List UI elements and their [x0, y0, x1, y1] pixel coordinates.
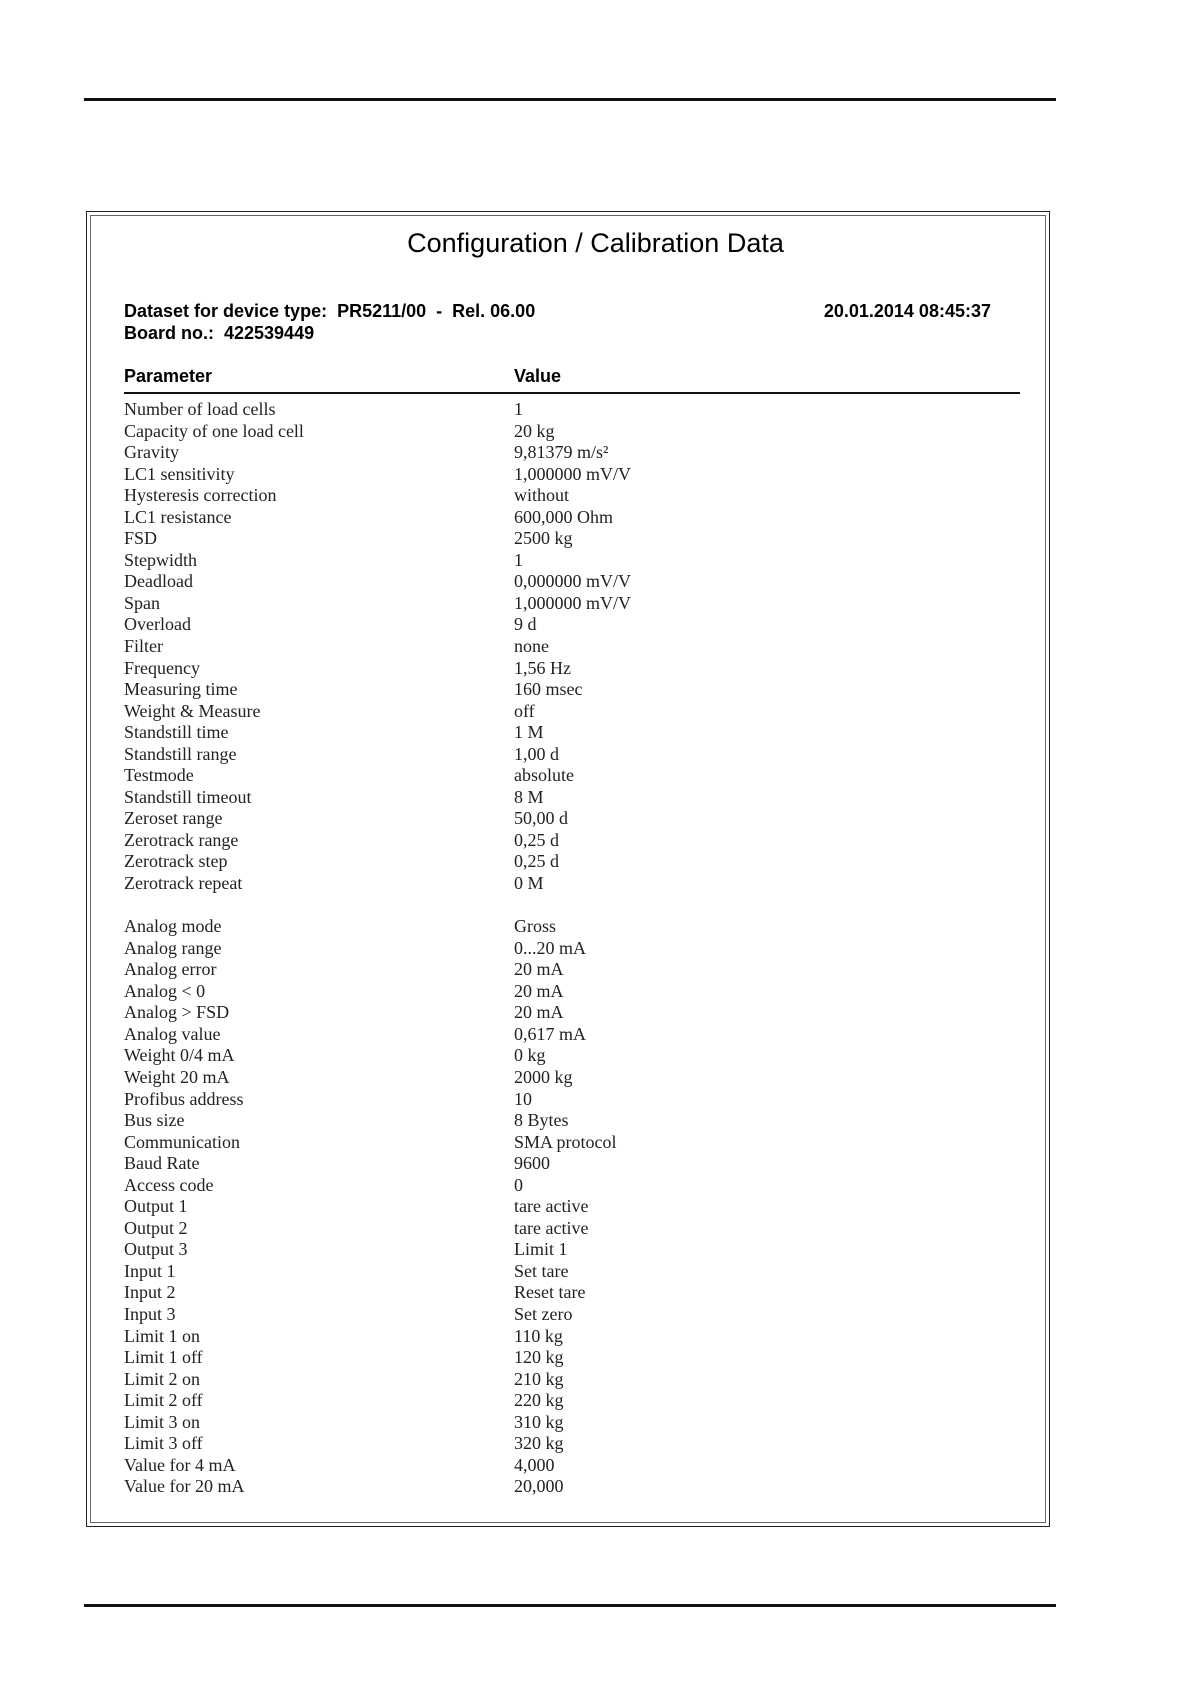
- parameter-name: Testmode: [124, 765, 194, 786]
- parameter-name: Deadload: [124, 571, 193, 592]
- top-rule: [84, 98, 1056, 101]
- table-row: [124, 1455, 1004, 1477]
- parameter-value: 1: [514, 399, 523, 419]
- table-row: [124, 1304, 1004, 1326]
- parameter-name: Weight 0/4 mA: [124, 1045, 235, 1066]
- parameter-name: Value for 4 mA: [124, 1454, 236, 1475]
- table-row: [124, 787, 1004, 809]
- parameter-name: Limit 1 off: [124, 1347, 203, 1368]
- table-row: [124, 1196, 1004, 1218]
- table-row: [124, 1282, 1004, 1304]
- parameter-name: Stepwidth: [124, 549, 198, 570]
- table-row: [124, 1433, 1004, 1455]
- parameter-name: Analog value: [124, 1023, 221, 1044]
- table-row: [124, 701, 1004, 723]
- page-title: Configuration / Calibration Data: [407, 228, 784, 258]
- table-row: [124, 1412, 1004, 1434]
- parameter-value: 50,00 d: [514, 808, 568, 829]
- table-row: [124, 1045, 1004, 1067]
- parameter-name: Analog range: [124, 937, 222, 958]
- parameter-value: Gross: [514, 916, 557, 937]
- parameter-name: FSD: [124, 528, 158, 549]
- parameter-value: 110 kg: [514, 1325, 563, 1346]
- table-row: [124, 442, 1004, 464]
- parameter-name: Zerotrack step: [124, 851, 228, 872]
- parameter-value: without: [514, 485, 570, 506]
- table-row: [124, 851, 1004, 873]
- table-row: [124, 1132, 1004, 1154]
- parameter-value: 0...20 mA: [514, 937, 586, 958]
- table-row: [124, 1326, 1004, 1348]
- parameter-value: 20 kg: [514, 420, 555, 441]
- parameter-value: 0,25 d: [514, 851, 559, 872]
- parameter-value: 120 kg: [514, 1347, 564, 1368]
- parameter-value: 0,617 mA: [514, 1023, 586, 1044]
- parameter-name: Span: [124, 592, 160, 613]
- parameter-name: Standstill timeout: [124, 786, 252, 807]
- parameter-value: 9,81379 m/s²: [514, 442, 609, 463]
- parameter-name: Limit 2 on: [124, 1368, 200, 1389]
- parameter-name: Filter: [124, 636, 163, 657]
- parameter-value: SMA protocol: [514, 1131, 617, 1152]
- parameter-table: [124, 399, 1004, 1498]
- parameter-value: 220 kg: [514, 1390, 564, 1411]
- parameter-name: Standstill time: [124, 722, 229, 743]
- table-row: [124, 1261, 1004, 1283]
- parameter-value: 1,000000 mV/V: [514, 592, 631, 613]
- parameter-name: Baud Rate: [124, 1153, 200, 1174]
- table-row: [124, 1153, 1004, 1175]
- parameter-value: Set zero: [514, 1303, 573, 1324]
- parameter-name: Weight 20 mA: [124, 1066, 230, 1087]
- table-row: [124, 571, 1004, 593]
- parameter-value: 20,000: [514, 1476, 564, 1497]
- parameter-value: Reset tare: [514, 1282, 586, 1303]
- parameter-name: LC1 sensitivity: [124, 463, 235, 484]
- bottom-rule: [84, 1604, 1056, 1607]
- table-row: [124, 1218, 1004, 1240]
- parameter-value: 600,000 Ohm: [514, 506, 613, 527]
- table-row: [124, 938, 1004, 960]
- parameter-value: off: [514, 700, 535, 721]
- parameter-value: 9 d: [514, 614, 537, 635]
- parameter-value: 0,000000 mV/V: [514, 571, 631, 592]
- table-row: [124, 1024, 1004, 1046]
- parameter-value: 310 kg: [514, 1411, 564, 1432]
- parameter-name: Limit 3 off: [124, 1433, 203, 1454]
- parameter-name: Input 1: [124, 1260, 176, 1281]
- parameter-name: Communication: [124, 1131, 240, 1152]
- parameter-name: Overload: [124, 614, 191, 635]
- parameter-value: Limit 1: [514, 1239, 568, 1260]
- parameter-value: absolute: [514, 765, 574, 786]
- table-row: [124, 1089, 1004, 1111]
- parameter-value: 1,00 d: [514, 743, 559, 764]
- parameter-name: Frequency: [124, 657, 200, 678]
- table-row: [124, 679, 1004, 701]
- parameter-value: 1: [514, 549, 523, 570]
- parameter-value: 20 mA: [514, 1002, 564, 1023]
- table-row: [124, 1476, 1004, 1498]
- table-row: [124, 399, 1004, 421]
- timestamp: 20.01.2014 08:45:37: [823, 301, 991, 321]
- table-row: [124, 830, 1004, 852]
- parameter-name: LC1 resistance: [124, 506, 232, 527]
- table-row: [124, 1002, 1004, 1024]
- parameter-name: Input 3: [124, 1303, 176, 1324]
- parameter-value: 1 M: [514, 722, 544, 743]
- table-row: [124, 528, 1004, 550]
- parameter-name: Zeroset range: [124, 808, 223, 829]
- parameter-value: Set tare: [514, 1260, 569, 1281]
- parameter-value: 2500 kg: [514, 528, 573, 549]
- parameter-value: 8 Bytes: [514, 1110, 569, 1131]
- parameter-value: 10: [514, 1088, 532, 1109]
- parameter-name: Standstill range: [124, 743, 237, 764]
- parameter-value: tare active: [514, 1196, 589, 1217]
- table-row: [124, 1347, 1004, 1369]
- parameter-value: 9600: [514, 1153, 550, 1174]
- parameter-name: Analog mode: [124, 916, 222, 937]
- parameter-value: 0: [514, 1174, 523, 1195]
- table-row: [124, 722, 1004, 744]
- parameter-name: Access code: [124, 1174, 214, 1195]
- parameter-value: 4,000: [514, 1454, 555, 1475]
- parameter-value: none: [514, 636, 549, 657]
- parameter-name: Zerotrack range: [124, 829, 239, 850]
- parameter-name: Analog > FSD: [124, 1002, 230, 1023]
- parameter-name: Hysteresis correction: [124, 485, 277, 506]
- table-row: [124, 873, 1004, 895]
- table-row: [124, 1110, 1004, 1132]
- parameter-name: Bus size: [124, 1110, 185, 1131]
- parameter-value: 1,000000 mV/V: [514, 463, 631, 484]
- header-divider: [124, 392, 1020, 394]
- parameter-value: 0,25 d: [514, 829, 559, 850]
- parameter-name: Output 2: [124, 1217, 188, 1238]
- value-column-header: Value: [514, 366, 562, 386]
- parameter-value: 210 kg: [514, 1368, 564, 1389]
- table-row: [124, 507, 1004, 529]
- parameter-name: Limit 1 on: [124, 1325, 200, 1346]
- parameter-value: 20 mA: [514, 959, 564, 980]
- parameter-name: Number of load cells: [124, 399, 276, 419]
- table-row: [124, 464, 1004, 486]
- table-row: [124, 981, 1004, 1003]
- table-row: [124, 550, 1004, 572]
- parameter-value: 0 M: [514, 873, 544, 894]
- parameter-name: Capacity of one load cell: [124, 420, 304, 441]
- table-row: [124, 593, 1004, 615]
- group-spacer: [124, 895, 1004, 917]
- table-row: [124, 485, 1004, 507]
- parameter-name: Limit 2 off: [124, 1390, 203, 1411]
- parameter-name: Profibus address: [124, 1088, 244, 1109]
- table-row: [124, 421, 1004, 443]
- parameter-name: Input 2: [124, 1282, 176, 1303]
- parameter-name: Limit 3 on: [124, 1411, 200, 1432]
- parameter-name: Weight & Measure: [124, 700, 261, 721]
- table-row: [124, 959, 1004, 981]
- parameter-column-header: Parameter: [124, 366, 213, 386]
- parameter-name: Output 3: [124, 1239, 188, 1260]
- table-row: [124, 636, 1004, 658]
- parameter-name: Analog < 0: [124, 980, 206, 1001]
- parameter-value: 20 mA: [514, 980, 564, 1001]
- parameter-name: Analog error: [124, 959, 217, 980]
- parameter-value: 2000 kg: [514, 1066, 573, 1087]
- parameter-name: Value for 20 mA: [124, 1476, 245, 1497]
- table-row: [124, 1239, 1004, 1261]
- parameter-value: 0 kg: [514, 1045, 546, 1066]
- table-row: [124, 1067, 1004, 1089]
- table-row: [124, 1175, 1004, 1197]
- table-row: [124, 916, 1004, 938]
- table-row: [124, 765, 1004, 787]
- table-row: [124, 1369, 1004, 1391]
- parameter-value: tare active: [514, 1217, 589, 1238]
- table-row: [124, 658, 1004, 680]
- device-type-line: Dataset for device type: PR5211/00 - Rel. 06.00: [124, 301, 536, 321]
- parameter-value: 320 kg: [514, 1433, 564, 1454]
- parameter-value: 1,56 Hz: [514, 657, 571, 678]
- table-row: [124, 614, 1004, 636]
- parameter-value: 160 msec: [514, 679, 583, 700]
- board-number-line: Board no.: 422539449: [124, 323, 315, 343]
- parameter-name: Gravity: [124, 442, 179, 463]
- table-row: [124, 808, 1004, 830]
- table-row: [124, 744, 1004, 766]
- table-row: [124, 1390, 1004, 1412]
- parameter-name: Zerotrack repeat: [124, 873, 243, 894]
- parameter-value: 8 M: [514, 786, 544, 807]
- parameter-name: Measuring time: [124, 679, 238, 700]
- parameter-name: Output 1: [124, 1196, 188, 1217]
